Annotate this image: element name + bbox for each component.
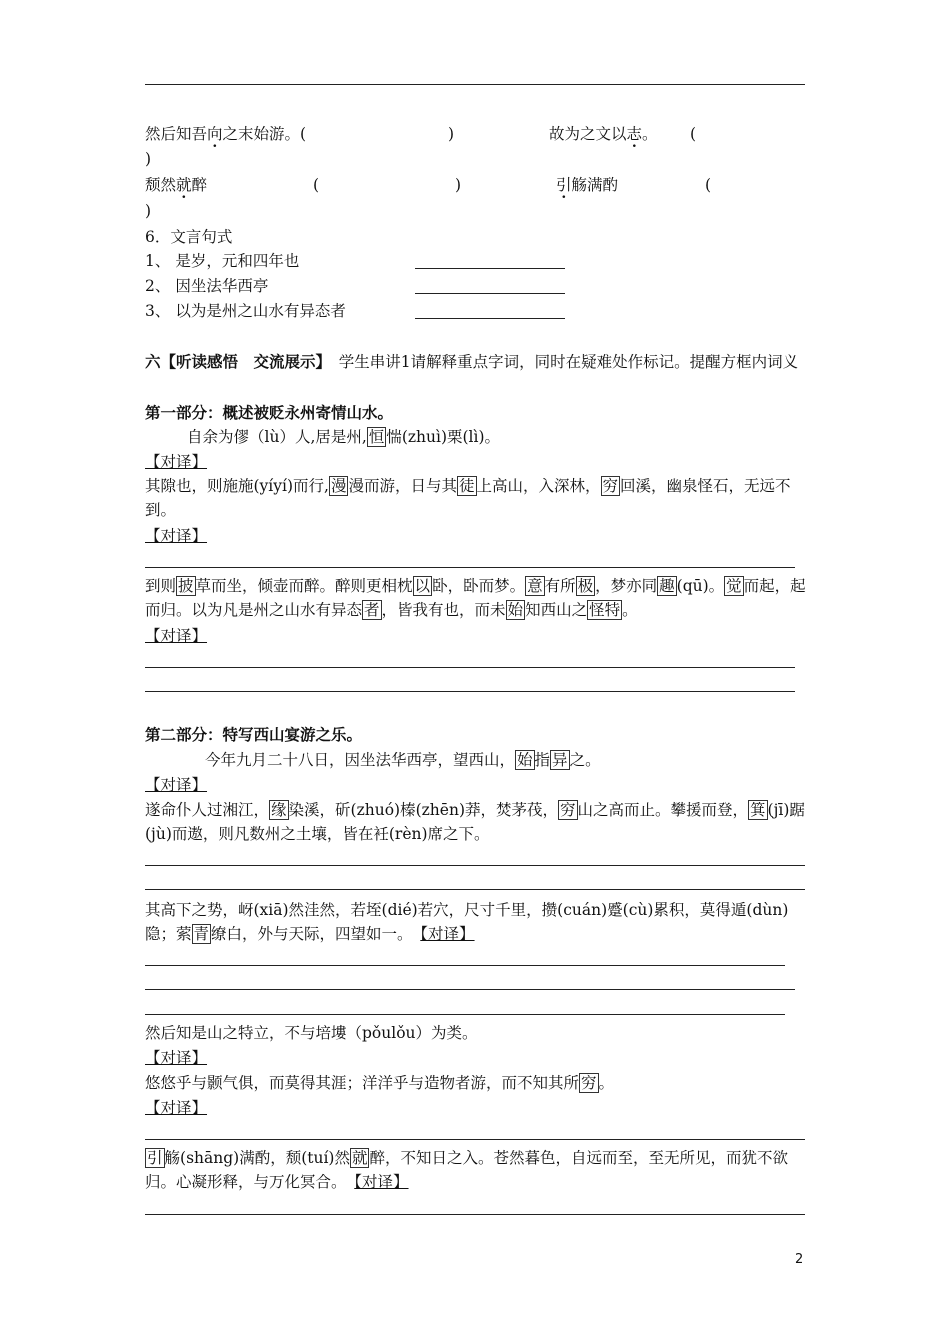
top-rule [145, 84, 805, 85]
vocab-item-4: 引觞满酌 [556, 176, 619, 194]
part1-para1: 自余为僇（lù）人,居是州, 恒 惴(zhuì)栗(lì)。 [187, 428, 501, 446]
vocab-item-2-close: ) [145, 150, 152, 168]
part2-para3: 其高下之势，岈(xiā)然洼然，若垤(dié)若穴，尺寸千里，攒(cuán)蹙(cù)累积，莫得遁(dùn)隐；萦 青 缭白，外与天际，四望如一。 【对译】 [145, 901, 789, 943]
duiyi-label-1: 【对译】 [145, 453, 208, 471]
answer-line-3[interactable] [415, 318, 565, 319]
answer-line-4[interactable] [145, 567, 795, 568]
answer-line-2[interactable] [415, 293, 565, 294]
duiyi-label-5: 【对译】 [145, 1049, 208, 1067]
answer-line-1[interactable] [415, 268, 565, 269]
vocab-item-1: 然后知吾向之末始游。( [145, 125, 307, 143]
answer-line-7[interactable] [145, 865, 805, 866]
answer-line-5[interactable] [145, 667, 795, 668]
vocab-item-3: 颓然就醉 [145, 176, 208, 194]
part1-para2: 其隙也，则施施(yíyí)而行, 漫 漫而游，日与其 徒 上高山，入深林， 穷 回溪，幽泉怪石，无远不到。 [145, 477, 791, 519]
part2-para5: 悠悠乎与颢气俱，而莫得其涯；洋洋乎与造物者游，而不知其所 穷 。 [145, 1074, 615, 1092]
part1-title: 第一部分：概述被贬永州寄情山水。 [145, 404, 394, 422]
answer-line-10[interactable] [145, 989, 795, 990]
part2-para6: 引 觞(shāng)满酌，颓(tuí)然 就 醉，不知日之入。苍然暮色，自远而至，至无所见，而犹不欲归。心凝形释，与万化冥合。 【对译】 [145, 1149, 788, 1191]
part1-para3: 到则 披 草而坐，倾壶而醉。醉则更相枕 以 卧，卧而梦。 意 有所 极 ，梦亦同 趣 (qū)。 觉 而起，起而归。以为凡是州之山水有异态 者 ，皆我有也，而未 始 知西山之 怪特 。 [145, 577, 806, 619]
duiyi-label-2: 【对译】 [145, 527, 208, 545]
section-6-title: 6．文言句式 [145, 228, 233, 246]
six-heading: 六【听读感悟 交流展示】 学生串讲1请解释重点字词，同时在疑难处作标记。提醒方框内词义 [145, 353, 799, 371]
answer-line-6[interactable] [145, 691, 795, 692]
sentence-item-1: 1、 是岁，元和四年也 [145, 252, 300, 270]
page-number: 2 [795, 1252, 804, 1267]
duiyi-label-3: 【对译】 [145, 627, 208, 645]
answer-line-8[interactable] [145, 889, 805, 890]
answer-line-9[interactable] [145, 965, 785, 966]
vocab-item-3-close: ) [455, 176, 462, 194]
vocab-item-3-open: ( [313, 176, 320, 194]
part2-title: 第二部分：特写西山宴游之乐。 [145, 726, 363, 744]
duiyi-label-4: 【对译】 [145, 776, 208, 794]
sentence-item-2: 2、 因坐法华西亭 [145, 277, 269, 295]
vocab-item-4-open: ( [705, 176, 712, 194]
vocab-item-4-close: ) [145, 202, 152, 220]
answer-line-12[interactable] [145, 1139, 805, 1140]
sentence-item-3: 3、 以为是州之山水有异态者 [145, 302, 346, 320]
part2-para1: 今年九月二十八日，因坐法华西亭，望西山， 始 指 异 之。 [205, 751, 601, 769]
duiyi-label-6: 【对译】 [145, 1099, 208, 1117]
answer-line-13[interactable] [145, 1214, 805, 1215]
answer-line-11[interactable] [145, 1014, 785, 1015]
vocab-item-2: 故为之文以志。 [549, 125, 658, 143]
vocab-item-2-open: ( [690, 125, 697, 143]
vocab-item-1-close: ) [448, 125, 455, 143]
part2-para2: 遂命仆人过湘江， 缘 染溪，斫(zhuó)榛(zhēn)莽，焚茅茷， 穷 山之高而止。攀援而登， 箕 (jī)踞 (jù)而遨，则凡数州之土壤，皆在衽(rèn)席之下。 [145, 801, 867, 843]
part2-para4: 然后知是山之特立，不与培塿（pǒulǒu）为类。 [145, 1024, 478, 1042]
